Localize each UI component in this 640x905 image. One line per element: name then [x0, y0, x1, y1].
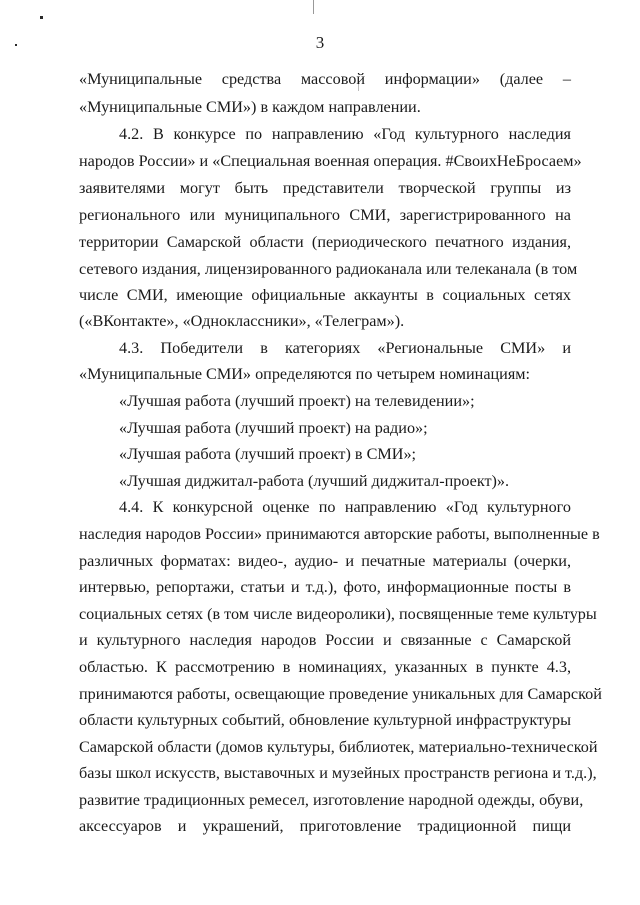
text-line: «Муниципальные СМИ») в каждом направлении. [79, 98, 421, 116]
text-line: интервью, репортажи, статьи и т.д.), фото, информационные посты в [79, 578, 571, 596]
text-line: народов России» и «Специальная военная операция. #СвоихНеБросаем» [79, 152, 582, 170]
text-line: принимаются работы, освещающие проведение уникальных для Самарской [79, 685, 602, 703]
text-line: различных форматах: видео-, аудио- и печатные материалы (очерки, [79, 552, 571, 570]
text-line: числе СМИ, имеющие официальные аккаунты в социальных сетях [79, 286, 571, 304]
nomination-item: «Лучшая работа (лучший проект) в СМИ»; [119, 445, 417, 463]
text-line: развитие традиционных ремесел, изготовление народной одежды, обуви, [79, 791, 584, 809]
scan-artifact [40, 16, 43, 19]
nomination-item: «Лучшая диджитал-работа (лучший диджитал-проект)». [119, 472, 510, 490]
text-line: аксессуаров и украшений, приготовление традиционной пищи [79, 817, 571, 835]
text-line: «Муниципальные средства массовой информации» (далее – [79, 70, 571, 88]
scan-artifact [313, 0, 314, 14]
text-line: и культурного наследия народов России и связанные с Самарской [79, 631, 571, 649]
nomination-item: «Лучшая работа (лучший проект) на радио»; [119, 419, 428, 437]
paragraph-4-4-start: 4.4. К конкурсной оценке по направлению «Год культурного [119, 498, 571, 516]
text-line: «Муниципальные СМИ» определяются по четырем номинациям: [79, 365, 531, 383]
text-line: сетевого издания, лицензированного радиоканала или телеканала (в том [79, 260, 578, 278]
text-line: социальных сетях (в том числе видеоролики), посвященные теме культуры [79, 605, 597, 623]
text-line: заявителями могут быть представители творческой группы из [79, 179, 571, 197]
paragraph-4-3-start: 4.3. Победители в категориях «Региональные СМИ» и [119, 339, 571, 357]
page-number: 3 [315, 33, 325, 52]
text-line: областью. К рассмотрению в номинациях, указанных в пункте 4.3, [79, 658, 571, 676]
nomination-item: «Лучшая работа (лучший проект) на телевидении»; [119, 392, 475, 410]
text-line: области культурных событий, обновление культурной инфраструктуры [79, 711, 571, 729]
text-line: наследия народов России» принимаются авторские работы, выполненные в [79, 525, 600, 543]
text-line: Самарской области (домов культуры, библиотек, материально-технической [79, 738, 598, 756]
text-line: территории Самарской области (периодического печатного издания, [79, 233, 571, 251]
text-line: («ВКонтакте», «Одноклассники», «Телеграм»). [79, 312, 405, 330]
text-line: регионального или муниципального СМИ, зарегистрированного на [79, 206, 571, 224]
paragraph-4-2-start: 4.2. В конкурсе по направлению «Год культурного наследия [119, 125, 571, 143]
text-line: базы школ искусств, выставочных и музейных пространств региона и т.д.), [79, 764, 597, 782]
